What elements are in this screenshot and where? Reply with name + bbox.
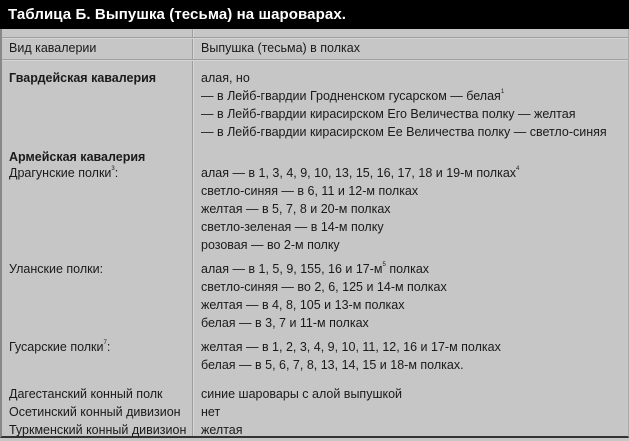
army-cavalry-label: Армейская кавалерия: [9, 150, 146, 164]
dragoons-values: [201, 164, 519, 254]
footnote-mark: 1: [500, 89, 505, 95]
column-divider: [192, 29, 194, 436]
other-units-values: [201, 385, 402, 439]
hussars-values: [201, 338, 501, 374]
hussars-label: Гусарские полки$^7$:: [9, 340, 111, 354]
uhlans-line: желтая — в 4, 8, 105 и 13-м полках: [201, 298, 405, 312]
unit-value: нет: [201, 405, 221, 419]
guard-cavalry-values: [201, 69, 607, 141]
header-cavalry-type: Вид кавалерии: [9, 41, 97, 55]
header-bottom-rule: [2, 59, 628, 61]
guard-cavalry-label: Гвардейская кавалерия: [9, 71, 157, 85]
unit-label: Осетинский конный дивизион: [9, 405, 181, 419]
dragoons-line: желтая — в 5, 7, 8 и 20-м полках: [201, 202, 391, 216]
guard-line: — в Лейб-гвардии Гродненском гусарском — белая$^1$: [201, 89, 505, 103]
dragoons-line: светло-синяя — в 6, 11 и 12-м полках: [201, 184, 419, 198]
header-stripe: Выпушка (тесьма) в полках: [201, 41, 360, 55]
unit-label: Туркменский конный дивизион: [9, 423, 187, 437]
hussars-line: белая — в 5, 6, 7, 8, 13, 14, 15 и 18-м полках.: [201, 358, 464, 372]
hussars-line: желтая — в 1, 2, 3, 4, 9, 10, 11, 12, 16 и 17-м полках: [201, 340, 501, 354]
table-title: Таблица Б. Выпушка (тесьма) на шароварах.: [0, 0, 629, 29]
dragoons-label: Драгунские полки$^3$:: [9, 166, 119, 180]
stripe-table: [0, 29, 629, 438]
guard-line: — в Лейб-гвардии кирасирском Ее Величества полку — светло-синяя: [201, 125, 607, 139]
uhlans-line: алая — в 1, 5, 9, 155, 16 и $17-м^5$ полках: [201, 262, 430, 276]
other-units-labels: [9, 385, 186, 439]
uhlans-label: Уланские полки:: [9, 262, 104, 276]
uhlans-values: [201, 260, 447, 332]
footnote-mark: 7: [103, 340, 107, 346]
footnote-mark: 5: [382, 262, 386, 268]
uhlans-line: белая — в 3, 7 и 11-м полках: [201, 316, 369, 330]
dragoons-line: розовая — во 2-м полку: [201, 238, 340, 252]
uhlans-line: светло-синяя — во 2, 6, 125 и 14-м полках: [201, 280, 447, 294]
dragoons-line: светло-зеленая — в 14-м полку: [201, 220, 384, 234]
guard-line: — в Лейб-гвардии кирасирском Его Величества полку — желтая: [201, 107, 576, 121]
unit-value: желтая: [201, 423, 243, 437]
footnote-mark: 3: [111, 166, 115, 172]
unit-label: Дагестанский конный полк: [9, 387, 163, 401]
footnote-mark: 4: [516, 166, 520, 172]
dragoons-line: алая — в 1, 3, 4, 9, 10, 13, 15, 16, 17, 18 и 19-м полках$^4$: [201, 166, 520, 180]
guard-line: алая, но: [201, 71, 250, 85]
unit-value: синие шаровары с алой выпушкой: [201, 387, 403, 401]
